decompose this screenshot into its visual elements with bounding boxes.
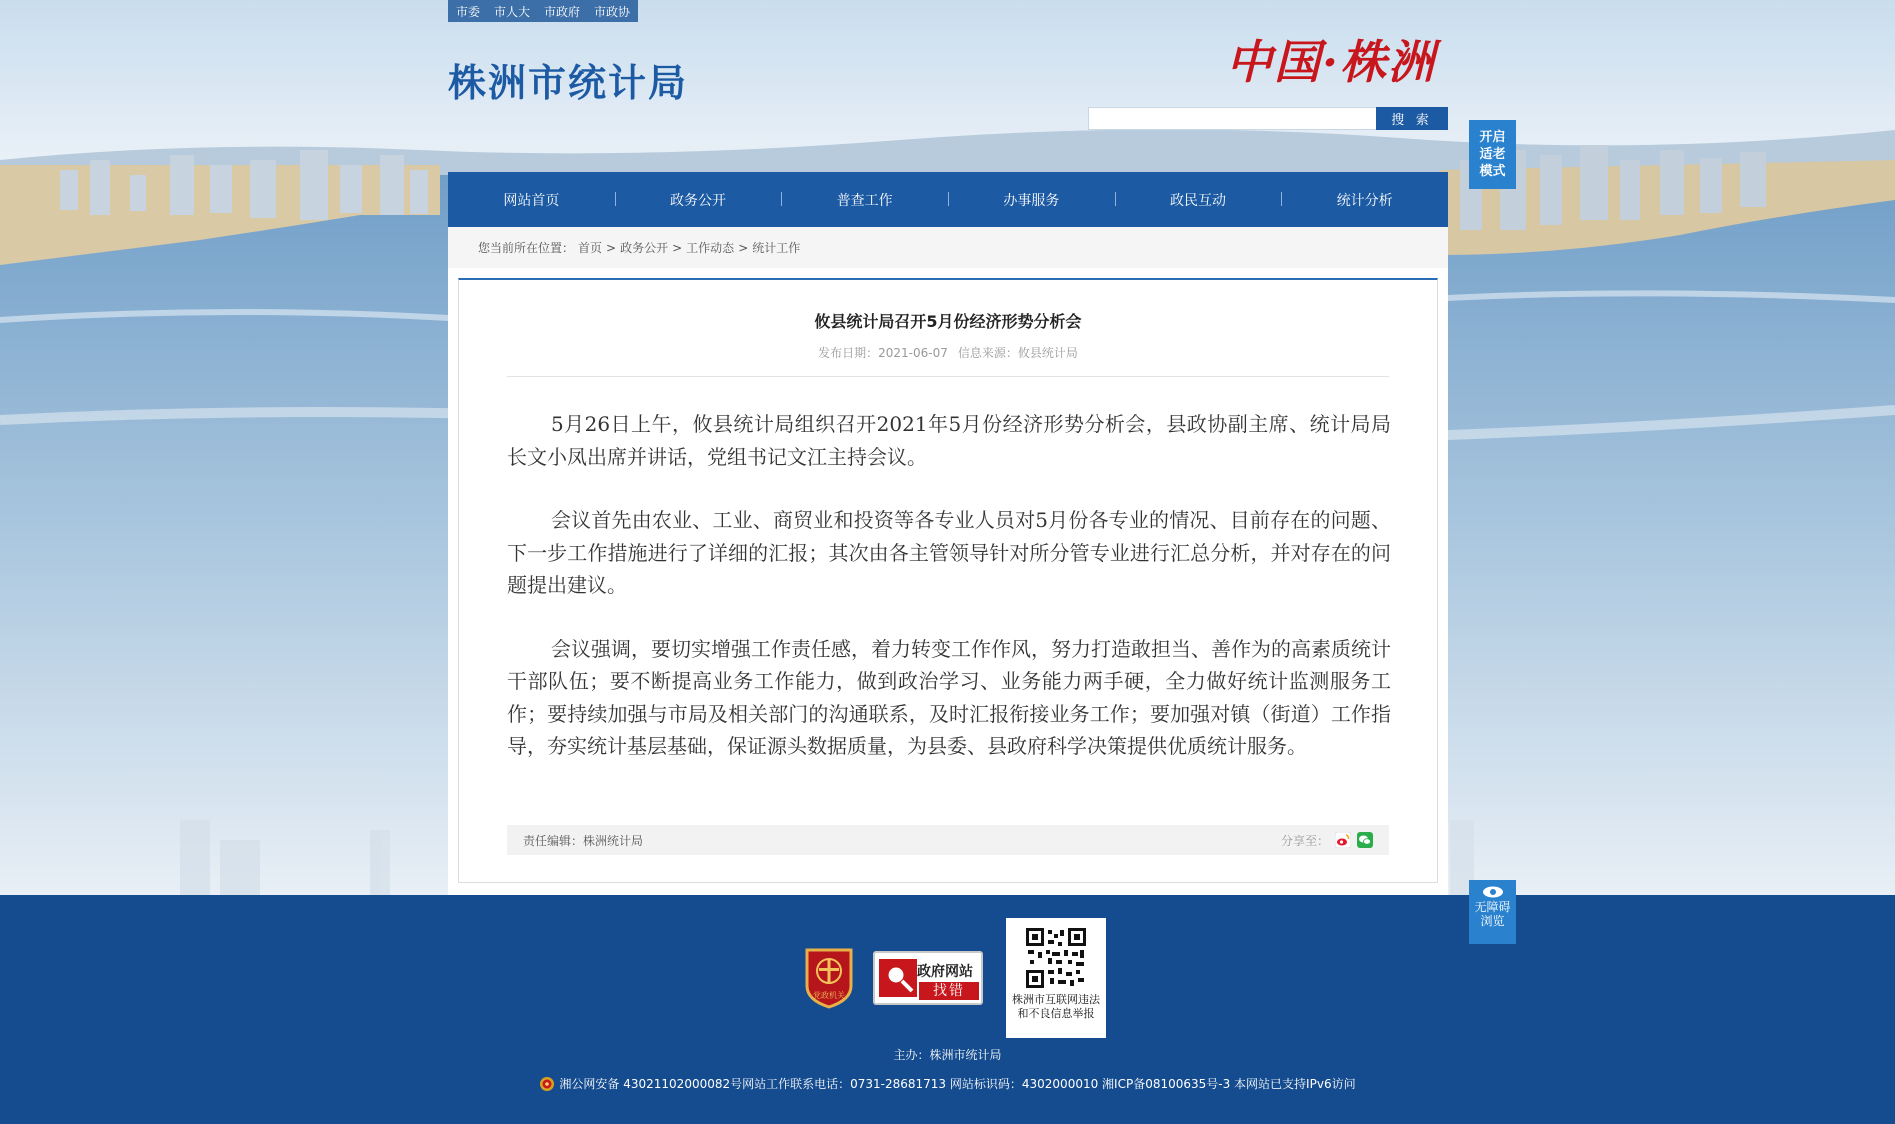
eye-icon — [1482, 886, 1504, 898]
party-government-badge[interactable] — [803, 946, 855, 1009]
article-paragraph: 5月26日上午，攸县统计局组织召开2021年5月份经济形势分析会，县政协副主席、统计局局长文小凤出席并讲话，党组书记文江主持会议。 — [507, 412, 1391, 469]
breadcrumb-separator: > — [606, 240, 617, 255]
icp-info — [0, 1075, 1895, 1092]
article-paragraph: 会议首先由农业、工业、商贸业和投资等各专业人员对5月份各专业的情况、目前存在的问题、下一步工作措施进行了详细的汇报；其次由各主管领导针对所分管专业进行汇总分析，并对存在的问题提出建议。 — [507, 508, 1391, 597]
breadcrumb-government-affairs[interactable]: 政务公开 — [620, 241, 669, 255]
top-link-government[interactable]: 市政府 — [544, 4, 581, 19]
accessibility-button[interactable] — [1469, 880, 1516, 944]
main-nav — [448, 172, 1448, 227]
magnifier-icon — [879, 959, 917, 997]
article-body — [507, 408, 1391, 794]
content-panel — [448, 227, 1448, 895]
nav-item-services[interactable]: 办事服务 — [948, 190, 1115, 210]
breadcrumb-separator: > — [672, 240, 683, 255]
search-input[interactable] — [1088, 107, 1378, 130]
weibo-share-icon[interactable] — [1335, 832, 1351, 848]
top-link-party-committee[interactable]: 市委 — [456, 4, 481, 19]
share-label: 分享至： — [1280, 833, 1329, 848]
article-paragraph: 会议强调，要切实增强工作责任感，着力转变工作作风，努力打造敢担当、善作为的高素质统计干部队伍；要不断提高业务工作能力，做到政治学习、业务能力两手硬，全力做好统计监测服务工作；要持续加强与市局及相关部门的沟通联系，及时汇报衔接业务工作；要加强对镇（街道）工作指导，夯实统计基层基础，保证源头数据质量，为县委、县政府科学决策提供优质统计服务。 — [507, 636, 1391, 758]
qr-caption-line1: 株洲市互联网违法 — [1012, 993, 1100, 1006]
svg-text:党政机关: 党政机关 — [813, 991, 845, 1000]
breadcrumb-separator: > — [738, 240, 749, 255]
search-button[interactable]: 搜 索 — [1376, 107, 1448, 130]
article-footer — [507, 825, 1389, 855]
elderly-mode-label-3: 模式 — [1479, 164, 1506, 179]
brand-calligraphy-logo: 中国·株洲 — [1226, 35, 1437, 89]
qr-code-icon — [1024, 926, 1088, 990]
nav-item-census[interactable]: 普查工作 — [781, 190, 948, 210]
top-link-peoples-congress[interactable]: 市人大 — [494, 4, 531, 19]
nav-item-interaction[interactable]: 政民互动 — [1115, 190, 1282, 210]
elderly-mode-label-1: 开启 — [1479, 130, 1506, 145]
nav-item-government-affairs[interactable]: 政务公开 — [615, 190, 782, 210]
breadcrumb — [448, 227, 1448, 268]
accessibility-label-2: 浏览 — [1480, 914, 1505, 928]
share-bar — [1281, 832, 1373, 849]
breadcrumb-prefix: 您当前所在位置： — [478, 241, 575, 255]
title-divider — [507, 376, 1389, 377]
site-title[interactable]: 株洲市统计局 — [448, 61, 689, 105]
article-meta — [459, 344, 1437, 361]
wechat-share-icon[interactable] — [1357, 832, 1373, 848]
elderly-mode-button[interactable] — [1469, 120, 1516, 189]
breadcrumb-statistics-work[interactable]: 统计工作 — [752, 241, 801, 255]
responsible-editor: 责任编辑：株洲统计局 — [523, 833, 644, 848]
accessibility-label-1: 无障碍 — [1474, 900, 1511, 914]
error-badge-line2: 找错 — [919, 982, 979, 1000]
publish-date: 发布日期：2021-06-07 — [818, 346, 948, 360]
breadcrumb-work-news[interactable]: 工作动态 — [686, 241, 735, 255]
article-title: 攸县统计局召开5月份经济形势分析会 — [814, 312, 1082, 331]
error-badge-line1: 政府网站 — [917, 964, 973, 980]
icp-text[interactable]: 湘公网安备 43021102000082号网站工作联系电话：0731-28681713 网站标识码：4302000010 湘ICP备08100635号-3 本网站已支持IPv6访问 — [559, 1077, 1356, 1091]
top-links-bar — [448, 0, 638, 22]
nav-item-statistical-analysis[interactable]: 统计分析 — [1281, 190, 1448, 210]
report-qr-code[interactable] — [1006, 918, 1106, 1038]
site-host: 主办：株洲市统计局 — [893, 1048, 1002, 1062]
gov-website-error-report-badge[interactable] — [873, 951, 983, 1005]
qr-caption-line2: 和不良信息举报 — [1017, 1007, 1095, 1020]
article — [458, 278, 1438, 883]
breadcrumb-home[interactable]: 首页 — [578, 241, 603, 255]
info-source: 信息来源：攸县统计局 — [957, 346, 1078, 360]
nav-item-home[interactable]: 网站首页 — [503, 192, 560, 209]
top-link-cppcc[interactable]: 市政协 — [594, 4, 631, 19]
elderly-mode-label-2: 适老 — [1479, 147, 1506, 162]
police-badge-icon — [539, 1076, 555, 1092]
